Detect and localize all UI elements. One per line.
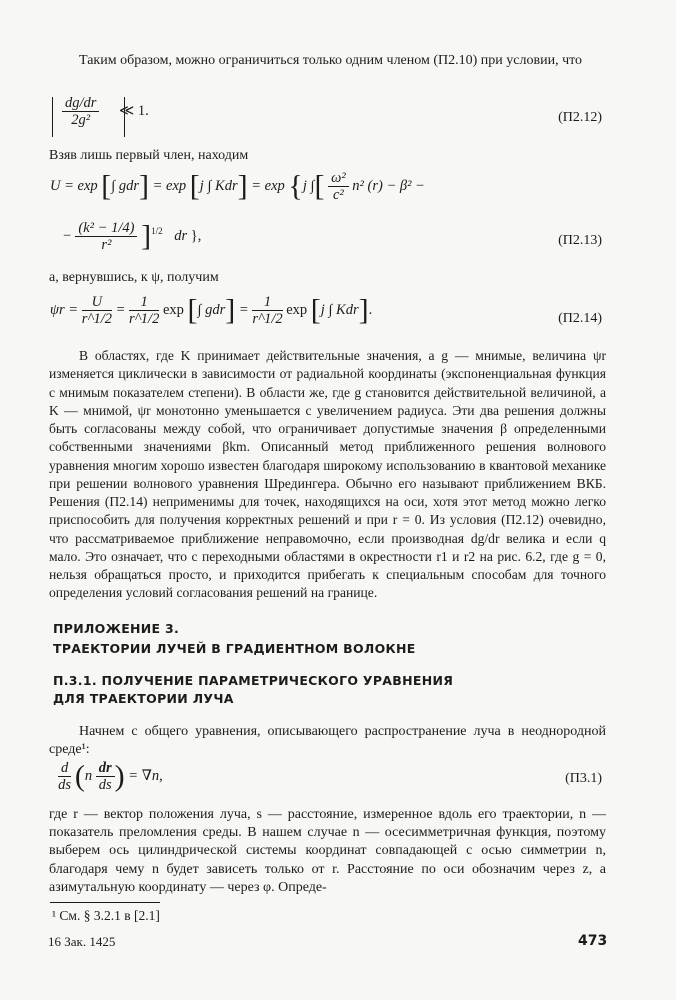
equation-p2-13-line1: U = exp [∫ gdr] = exp [j ∫ Kdr] = exp {j ∫[ $\frac{\text{ω²}}{\text{c²}}$ n² (r) − β² − [50, 169, 425, 203]
equation-number-p2-13: (П2.13) [558, 233, 602, 248]
printer-mark: 16 Зак. 1425 [48, 934, 116, 949]
section-title-line2: ДЛЯ ТРАЕКТОРИИ ЛУЧА [53, 691, 234, 706]
fraction-d-ds: $\frac{d}{ds}$ [58, 760, 72, 793]
fraction-omega-c: $\frac{\text{ω²}}{\text{c²}}$ [328, 170, 349, 203]
paragraph-cylindrical: где r — вектор положения луча, s — расстояние, измеренное вдоль его траектории, n — показатель преломления среды. В нашем случае n — осесимметричная функция, поэтому выберем ось цилиндрической системы координат совпадающей с осью симметрии n, благодаря чему n будет зависеть только от r. Расстояние по оси обозначим через z, а азимутальную координату — через φ. Опреде- [49, 807, 606, 895]
equation-p2-14: ψr = $\frac{U}{r\^{}1/2}$ = $\frac{1}{r\^{}1/2}$ exp [∫ gdr] = $\frac{1}{r\^{}1/2}$ exp [j ∫ Kdr]. [50, 293, 373, 327]
equation-p3-1: $\frac{d}{ds}$ (n $\frac{dr}{ds}$ ) = ∇n, [58, 759, 163, 793]
equation-number-p2-12: (П2.12) [558, 110, 602, 125]
paragraph-ray-equation: Начнем с общего уравнения, описывающего распространение луча в неоднородной среде¹: [49, 724, 606, 758]
appendix-title: ПРИЛОЖЕНИЕ 3. [53, 621, 180, 636]
inequality: ≪ 1. [119, 102, 149, 119]
footnote: ¹ См. § 3.2.1 в [2.1] [52, 908, 160, 923]
section-title-line1: П.3.1. ПОЛУЧЕНИЕ ПАРАМЕТРИЧЕСКОГО УРАВНЕНИЯ [53, 673, 454, 688]
fraction-k-r: $\frac{\text{(k² − 1/4)}}{\text{r²}}$ [75, 220, 137, 253]
fraction-one-r-a: $\frac{1}{r\^{}1/2}$ [129, 294, 160, 327]
equation-number-p2-14: (П2.14) [558, 311, 602, 326]
equation-p2-12 [52, 95, 149, 128]
fraction-one-r-b: $\frac{1}{r\^{}1/2}$ [252, 294, 283, 327]
paragraph-condition: Таким образом, можно ограничиться только одним членом (П2.10) при условии, что [79, 53, 583, 68]
equation-p2-13-line2: − $\frac{\text{(k² − 1/4)}}{\text{r²}}$ ]$^{1/2}$ dr }, [62, 219, 202, 253]
equation-number-p3-1: (П3.1) [565, 771, 602, 786]
appendix-subtitle: ТРАЕКТОРИИ ЛУЧЕЙ В ГРАДИЕНТНОМ ВОЛОКНЕ [53, 641, 416, 656]
page-number: 473 [578, 933, 608, 949]
fraction-dg-dr: $\frac{dg/dr}{\text{2g²}}$ [62, 95, 99, 128]
paragraph-wkb: В областях, где K принимает действительные значения, а g — мнимые, величина ψr изменяется циклически в зависимости от радиальной координаты (экспоненциальная функция с мнимым показателем степени). В области же, где g становится действительной величиной, а K — мнимой, ψr монотонно уменьшается с увеличением радиуса. Эти два решения должны быть согласованы между собой, что ограничивает допустимые значения β определенными собственными значениями βkm. Описанный метод приближенного решения волнового уравнения многим хорошо известен благодаря широкому использованию в квантовой механике при решении волнового уравнения Шредингера. Обычно его называют приближением ВКБ. Решения (П2.14) неприменимы для точек, находящихся на оси, хотя этот метод можно легко приспособить для получения корректных решений и при r = 0. Из условия (П2.12) очевидно, что рассматриваемое приближение неправомочно, если производная dg/dr велика и если q мало. Это означает, что с переходными областями в окрестности r1 и r2 на рис. 6.2, где g = 0, нельзя обращаться просто, и приходится прибегать к специальным способам для точного определения условий согласования решений на границе. [49, 348, 606, 601]
fraction-u-r: $\frac{U}{r\^{}1/2}$ [81, 294, 112, 327]
paragraph-first-term: Взяв лишь первый член, находим [49, 148, 249, 163]
footnote-divider [50, 902, 160, 903]
fraction-dr-ds: $\frac{dr}{ds}$ [96, 760, 115, 793]
paragraph-returning: а, вернувшись, к ψ, получим [49, 270, 219, 285]
